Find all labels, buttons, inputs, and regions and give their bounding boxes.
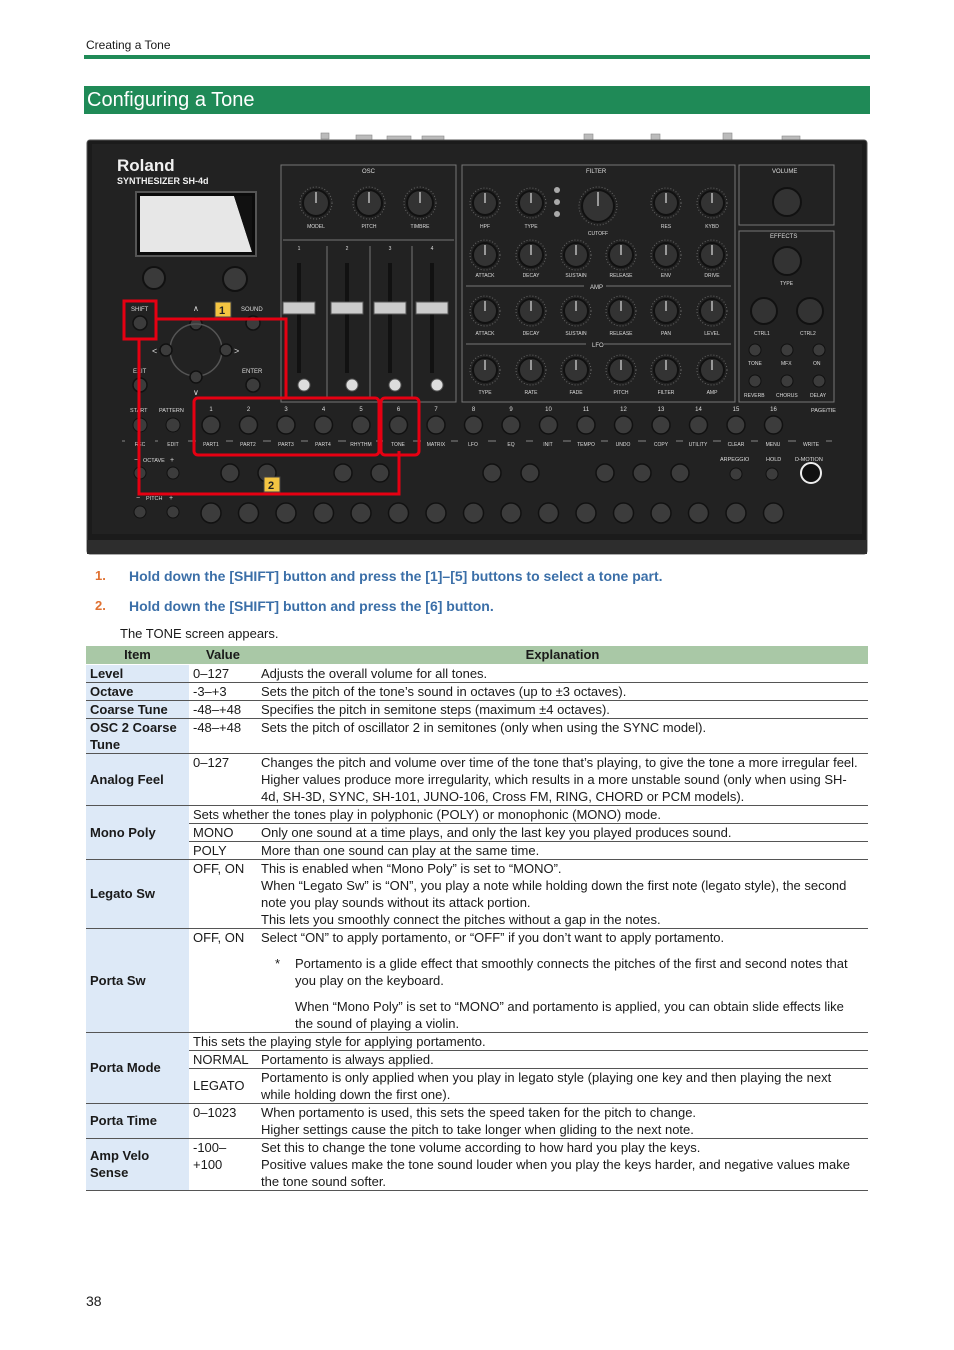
step-number-label: 8 bbox=[471, 407, 476, 413]
step-number-label: 3 bbox=[284, 407, 288, 413]
step-1-text: Hold down the [SHIFT] button and press the [1]–[5] buttons to select a tone part. bbox=[129, 568, 663, 584]
nav-down-glyph: ∨ bbox=[193, 388, 199, 397]
lfo-knob-label: AMP bbox=[706, 390, 718, 396]
step-number-label: 16 bbox=[770, 407, 777, 413]
step-number-label: 6 bbox=[396, 407, 401, 413]
button-row-label: PART4 bbox=[315, 442, 331, 448]
table-subrow bbox=[86, 823, 868, 841]
amp-knob-label: PAN bbox=[661, 331, 671, 337]
filter-env-label: DECAY bbox=[522, 273, 540, 279]
step-number-label: 4 bbox=[321, 407, 326, 413]
table-row bbox=[86, 700, 868, 718]
explanation-cell bbox=[257, 1138, 868, 1190]
pitch-minus-glyph: − bbox=[136, 495, 141, 502]
brand-logo: Roland bbox=[117, 156, 175, 175]
item-cell: Porta Time bbox=[86, 1103, 189, 1138]
amp-section-label: AMP bbox=[590, 285, 604, 291]
explanation-cell: Adjusts the overall volume for all tones. bbox=[257, 664, 868, 682]
amp-knob-label: ATTACK bbox=[475, 331, 495, 337]
step-2-number: 2. bbox=[95, 598, 106, 613]
explanation-cell bbox=[257, 928, 868, 1032]
table-row bbox=[86, 805, 868, 823]
filter-section-label: FILTER bbox=[586, 169, 607, 175]
explanation-cell bbox=[257, 1103, 868, 1138]
reverb-label: REVERB bbox=[744, 393, 765, 399]
lfo-knob-label: TYPE bbox=[478, 390, 492, 396]
button-row-label: TEMPO bbox=[577, 442, 595, 448]
button-row-label: INIT bbox=[543, 442, 553, 448]
footnote-text: Portamento is a glide effect that smoothly connects the pitches of the first and second notes that you play on the keyboard. bbox=[295, 955, 848, 988]
step-number-label: 15 bbox=[732, 407, 740, 413]
arpeggio-label: ARPEGGIO bbox=[720, 457, 750, 463]
table-row bbox=[86, 664, 868, 682]
button-row-label: EQ bbox=[507, 442, 515, 448]
value-cell: MONO bbox=[189, 823, 257, 841]
filter-env-label: SUSTAIN bbox=[565, 273, 587, 279]
callout-1: 1 bbox=[219, 305, 226, 317]
table-row bbox=[86, 1103, 868, 1138]
table-subrow bbox=[86, 1050, 868, 1068]
page-tie-label: PAGE/TIE bbox=[811, 408, 836, 414]
button-row-label: EDIT bbox=[167, 442, 179, 448]
filter-env-label: RELEASE bbox=[609, 273, 633, 279]
nav-up-glyph: ∧ bbox=[193, 304, 199, 313]
button-row-label: PART2 bbox=[240, 442, 256, 448]
lfo-knob-label: FADE bbox=[569, 390, 583, 396]
d-motion-label: D-MOTION bbox=[795, 457, 823, 463]
button-row-label: PART1 bbox=[203, 442, 219, 448]
item-cell: Amp Velo Sense bbox=[86, 1138, 189, 1190]
page-number: 38 bbox=[86, 1293, 102, 1309]
step-1-number: 1. bbox=[95, 568, 106, 583]
item-cell: OSC 2 Coarse Tune bbox=[86, 718, 189, 753]
button-row-label: RHYTHM bbox=[350, 442, 372, 448]
step-number-label: 2 bbox=[246, 407, 251, 413]
button-row-label: UTILITY bbox=[688, 442, 708, 448]
value-cell: -100–+100 bbox=[189, 1138, 257, 1190]
explanation-cell: Portamento is always applied. bbox=[257, 1050, 868, 1068]
model-name: SYNTHESIZER SH-4d bbox=[117, 176, 209, 186]
nav-right-glyph: > bbox=[234, 346, 240, 356]
enter-label: ENTER bbox=[242, 369, 263, 375]
sound-label: SOUND bbox=[241, 307, 263, 313]
explanation-cell: More than one sound can play at the same time. bbox=[257, 841, 868, 859]
lfo-knob-label: RATE bbox=[524, 390, 538, 396]
osc-knobs bbox=[300, 187, 436, 230]
value-cell: 0–1023 bbox=[189, 1103, 257, 1138]
value-cell: NORMAL bbox=[189, 1050, 257, 1068]
button-row-label: TONE bbox=[391, 442, 405, 448]
header-explanation: Explanation bbox=[257, 646, 868, 664]
step-number-label: 12 bbox=[620, 407, 627, 413]
delay-label: DELAY bbox=[810, 393, 827, 399]
step-number-label: 11 bbox=[582, 407, 590, 413]
item-cell: Legato Sw bbox=[86, 859, 189, 928]
start-label: START bbox=[130, 408, 148, 414]
explanation-line: This lets you smoothly connect the pitches without a gap in the notes. bbox=[261, 911, 661, 927]
step-number-label: 5 bbox=[359, 407, 363, 413]
tone-fx-label: TONE bbox=[748, 361, 762, 367]
item-cell: Porta Mode bbox=[86, 1032, 189, 1103]
item-cell: Analog Feel bbox=[86, 753, 189, 805]
table-row bbox=[86, 859, 868, 928]
callout-2: 2 bbox=[268, 480, 275, 492]
button-row-label: UNDO bbox=[615, 442, 631, 448]
explanation-cell bbox=[257, 859, 868, 928]
item-cell: Mono Poly bbox=[86, 805, 189, 859]
button-row-label: LFO bbox=[468, 442, 478, 448]
value-cell: 0–127 bbox=[189, 753, 257, 805]
nav-left-glyph: < bbox=[152, 346, 158, 356]
step-number-label: 1 bbox=[209, 407, 213, 413]
explanation-cell: Sets the pitch of oscillator 2 in semitones (only when using the SYNC model). bbox=[257, 718, 868, 753]
button-row-label: PART3 bbox=[278, 442, 294, 448]
osc-part-number: 1 bbox=[297, 246, 301, 252]
ctrl2-label: CTRL2 bbox=[800, 331, 816, 337]
value-cell: -48–+48 bbox=[189, 718, 257, 753]
amp-knob-label: LEVEL bbox=[704, 331, 720, 337]
parameter-table bbox=[86, 646, 868, 1191]
filter-env-label: ENV bbox=[660, 273, 672, 279]
item-cell: Coarse Tune bbox=[86, 700, 189, 718]
effects-type-label: TYPE bbox=[780, 281, 794, 287]
table-row bbox=[86, 718, 868, 753]
explanation-cell: Sets the pitch of the tone’s sound in octaves (up to ±3 octaves). bbox=[257, 682, 868, 700]
volume-section-label: VOLUME bbox=[772, 169, 798, 175]
step-2 bbox=[95, 598, 875, 628]
procedure-steps bbox=[95, 568, 875, 628]
step-number-label: 9 bbox=[509, 407, 513, 413]
synthesizer-panel-image bbox=[84, 128, 870, 556]
step-1 bbox=[95, 568, 875, 598]
header-value: Value bbox=[189, 646, 257, 664]
lfo-knob-label: PITCH bbox=[613, 390, 629, 396]
osc-knob-label: PITCH bbox=[361, 224, 377, 230]
item-cell: Porta Sw bbox=[86, 928, 189, 1032]
description-cell: Sets whether the tones play in polyphonic (POLY) or monophonic (MONO) mode. bbox=[189, 805, 868, 823]
button-row-label: MENU bbox=[765, 442, 781, 448]
section-title: Configuring a Tone bbox=[84, 86, 870, 114]
effects-section-label: EFFECTS bbox=[770, 234, 798, 240]
filter-knob-label: RES bbox=[660, 224, 672, 230]
table-header-row bbox=[86, 646, 868, 664]
step-2-text: Hold down the [SHIFT] button and press the [6] button. bbox=[129, 598, 494, 614]
value-cell: OFF, ON bbox=[189, 859, 257, 928]
osc-part-number: 2 bbox=[345, 246, 349, 252]
explanation-line: Changes the pitch and volume over time of the tone that’s playing, to give the tone a more irregular feel. bbox=[261, 754, 858, 770]
pitch-label: PITCH bbox=[146, 496, 163, 502]
footnote bbox=[261, 955, 864, 989]
value-cell: POLY bbox=[189, 841, 257, 859]
button-row-label: CLEAR bbox=[727, 442, 745, 448]
explanation-line: When “Legato Sw” is “ON”, you play a note while holding down the first note (legato style), the second note you play sounds without its attack portion. bbox=[261, 877, 847, 910]
filter-knob-label: TYPE bbox=[524, 224, 538, 230]
header-rule bbox=[84, 55, 870, 59]
table-row bbox=[86, 753, 868, 805]
table-subrow bbox=[86, 1068, 868, 1103]
explanation-line: Set this to change the tone volume according to how hard you play the keys. bbox=[261, 1139, 701, 1155]
table-row bbox=[86, 682, 868, 700]
table-subrow bbox=[86, 841, 868, 859]
explanation-cell bbox=[257, 753, 868, 805]
table-row bbox=[86, 1138, 868, 1190]
shift-label: SHIFT bbox=[131, 307, 149, 313]
chorus-label: CHORUS bbox=[776, 393, 798, 399]
exit-label: EXIT bbox=[133, 369, 147, 375]
osc-knob-label: MODEL bbox=[307, 224, 325, 230]
filter-knob-label: KYBD bbox=[705, 224, 719, 230]
explanation-cell: Only one sound at a time plays, and only the last key you played produces sound. bbox=[257, 823, 868, 841]
explanation-line: Select “ON” to apply portamento, or “OFF” if you don’t want to apply portamento. bbox=[261, 929, 725, 945]
octave-plus-glyph: + bbox=[170, 457, 175, 464]
filter-env-label: ATTACK bbox=[475, 273, 495, 279]
button-row-label: REC bbox=[134, 442, 146, 448]
filter-knob-label: HPF bbox=[480, 224, 490, 230]
osc-part-number: 3 bbox=[388, 246, 392, 252]
button-row-label: COPY bbox=[653, 442, 669, 448]
osc-knob-label: TIMBRE bbox=[410, 224, 430, 230]
footnote-text: When “Mono Poly” is set to “MONO” and portamento is applied, you can obtain slide effects like the sound of playing a violin. bbox=[295, 998, 844, 1031]
asterisk-mark: * bbox=[275, 955, 281, 971]
button-row-label: WRITE bbox=[802, 442, 820, 448]
step-number-label: 10 bbox=[545, 407, 552, 413]
hold-label: HOLD bbox=[766, 457, 782, 463]
item-cell: Level bbox=[86, 664, 189, 682]
explanation-line: Higher values produce more irregularity, which results in a more unstable sound (only when using SH-4d, SH-3D, SYNC, SH-101, JUNO-106, Cross FM, RING, CHORD or PCM models). bbox=[261, 771, 847, 804]
lfo-section-label: LFO bbox=[592, 343, 604, 349]
table-row bbox=[86, 928, 868, 1032]
explanation-cell: Specifies the pitch in semitone steps (maximum ±4 octaves). bbox=[257, 700, 868, 718]
value-cell: -48–+48 bbox=[189, 700, 257, 718]
step-number-label: 13 bbox=[657, 407, 665, 413]
mfx-on-label: ON bbox=[813, 361, 821, 367]
value-cell: -3–+3 bbox=[189, 682, 257, 700]
step-number-label: 14 bbox=[695, 407, 702, 413]
cutoff-label: CUTOFF bbox=[587, 231, 609, 237]
pattern-label: PATTERN bbox=[159, 408, 184, 414]
mfx-label: MFX bbox=[781, 361, 792, 367]
pitch-plus-glyph: + bbox=[169, 495, 174, 502]
explanation-line: Higher settings cause the pitch to take longer when gliding to the next note. bbox=[261, 1121, 694, 1137]
header-item: Item bbox=[86, 646, 189, 664]
lfo-knob-label: FILTER bbox=[657, 390, 675, 396]
octave-label: OCTAVE bbox=[143, 458, 165, 464]
value-cell: OFF, ON bbox=[189, 928, 257, 1032]
explanation-line: This is enabled when “Mono Poly” is set to “MONO”. bbox=[261, 860, 562, 876]
amp-knob-label: RELEASE bbox=[609, 331, 633, 337]
running-header: Creating a Tone bbox=[86, 38, 171, 52]
button-row-label: MATRIX bbox=[426, 442, 446, 448]
osc-section-label: OSC bbox=[362, 169, 376, 175]
ctrl1-label: CTRL1 bbox=[754, 331, 770, 337]
table-row bbox=[86, 1032, 868, 1050]
value-cell: LEGATO bbox=[189, 1068, 257, 1103]
amp-knob-label: SUSTAIN bbox=[565, 331, 587, 337]
filter-env-label: DRIVE bbox=[704, 273, 720, 279]
description-cell: This sets the playing style for applying portamento. bbox=[189, 1032, 868, 1050]
octave-minus-glyph: − bbox=[134, 457, 139, 464]
explanation-line: When portamento is used, this sets the speed taken for the pitch to change. bbox=[261, 1104, 697, 1120]
explanation-line: Positive values make the tone sound louder when you play the keys harder, and negative values make the tone sound softer. bbox=[261, 1156, 850, 1189]
item-cell: Octave bbox=[86, 682, 189, 700]
osc-part-number: 4 bbox=[430, 246, 434, 252]
step-number-label: 7 bbox=[434, 407, 438, 413]
amp-knob-label: DECAY bbox=[522, 331, 540, 337]
step-result-note: The TONE screen appears. bbox=[120, 626, 279, 641]
explanation-cell: Portamento is only applied when you play in legato style (playing one key and then playing the next while holding down the first one). bbox=[257, 1068, 868, 1103]
value-cell: 0–127 bbox=[189, 664, 257, 682]
